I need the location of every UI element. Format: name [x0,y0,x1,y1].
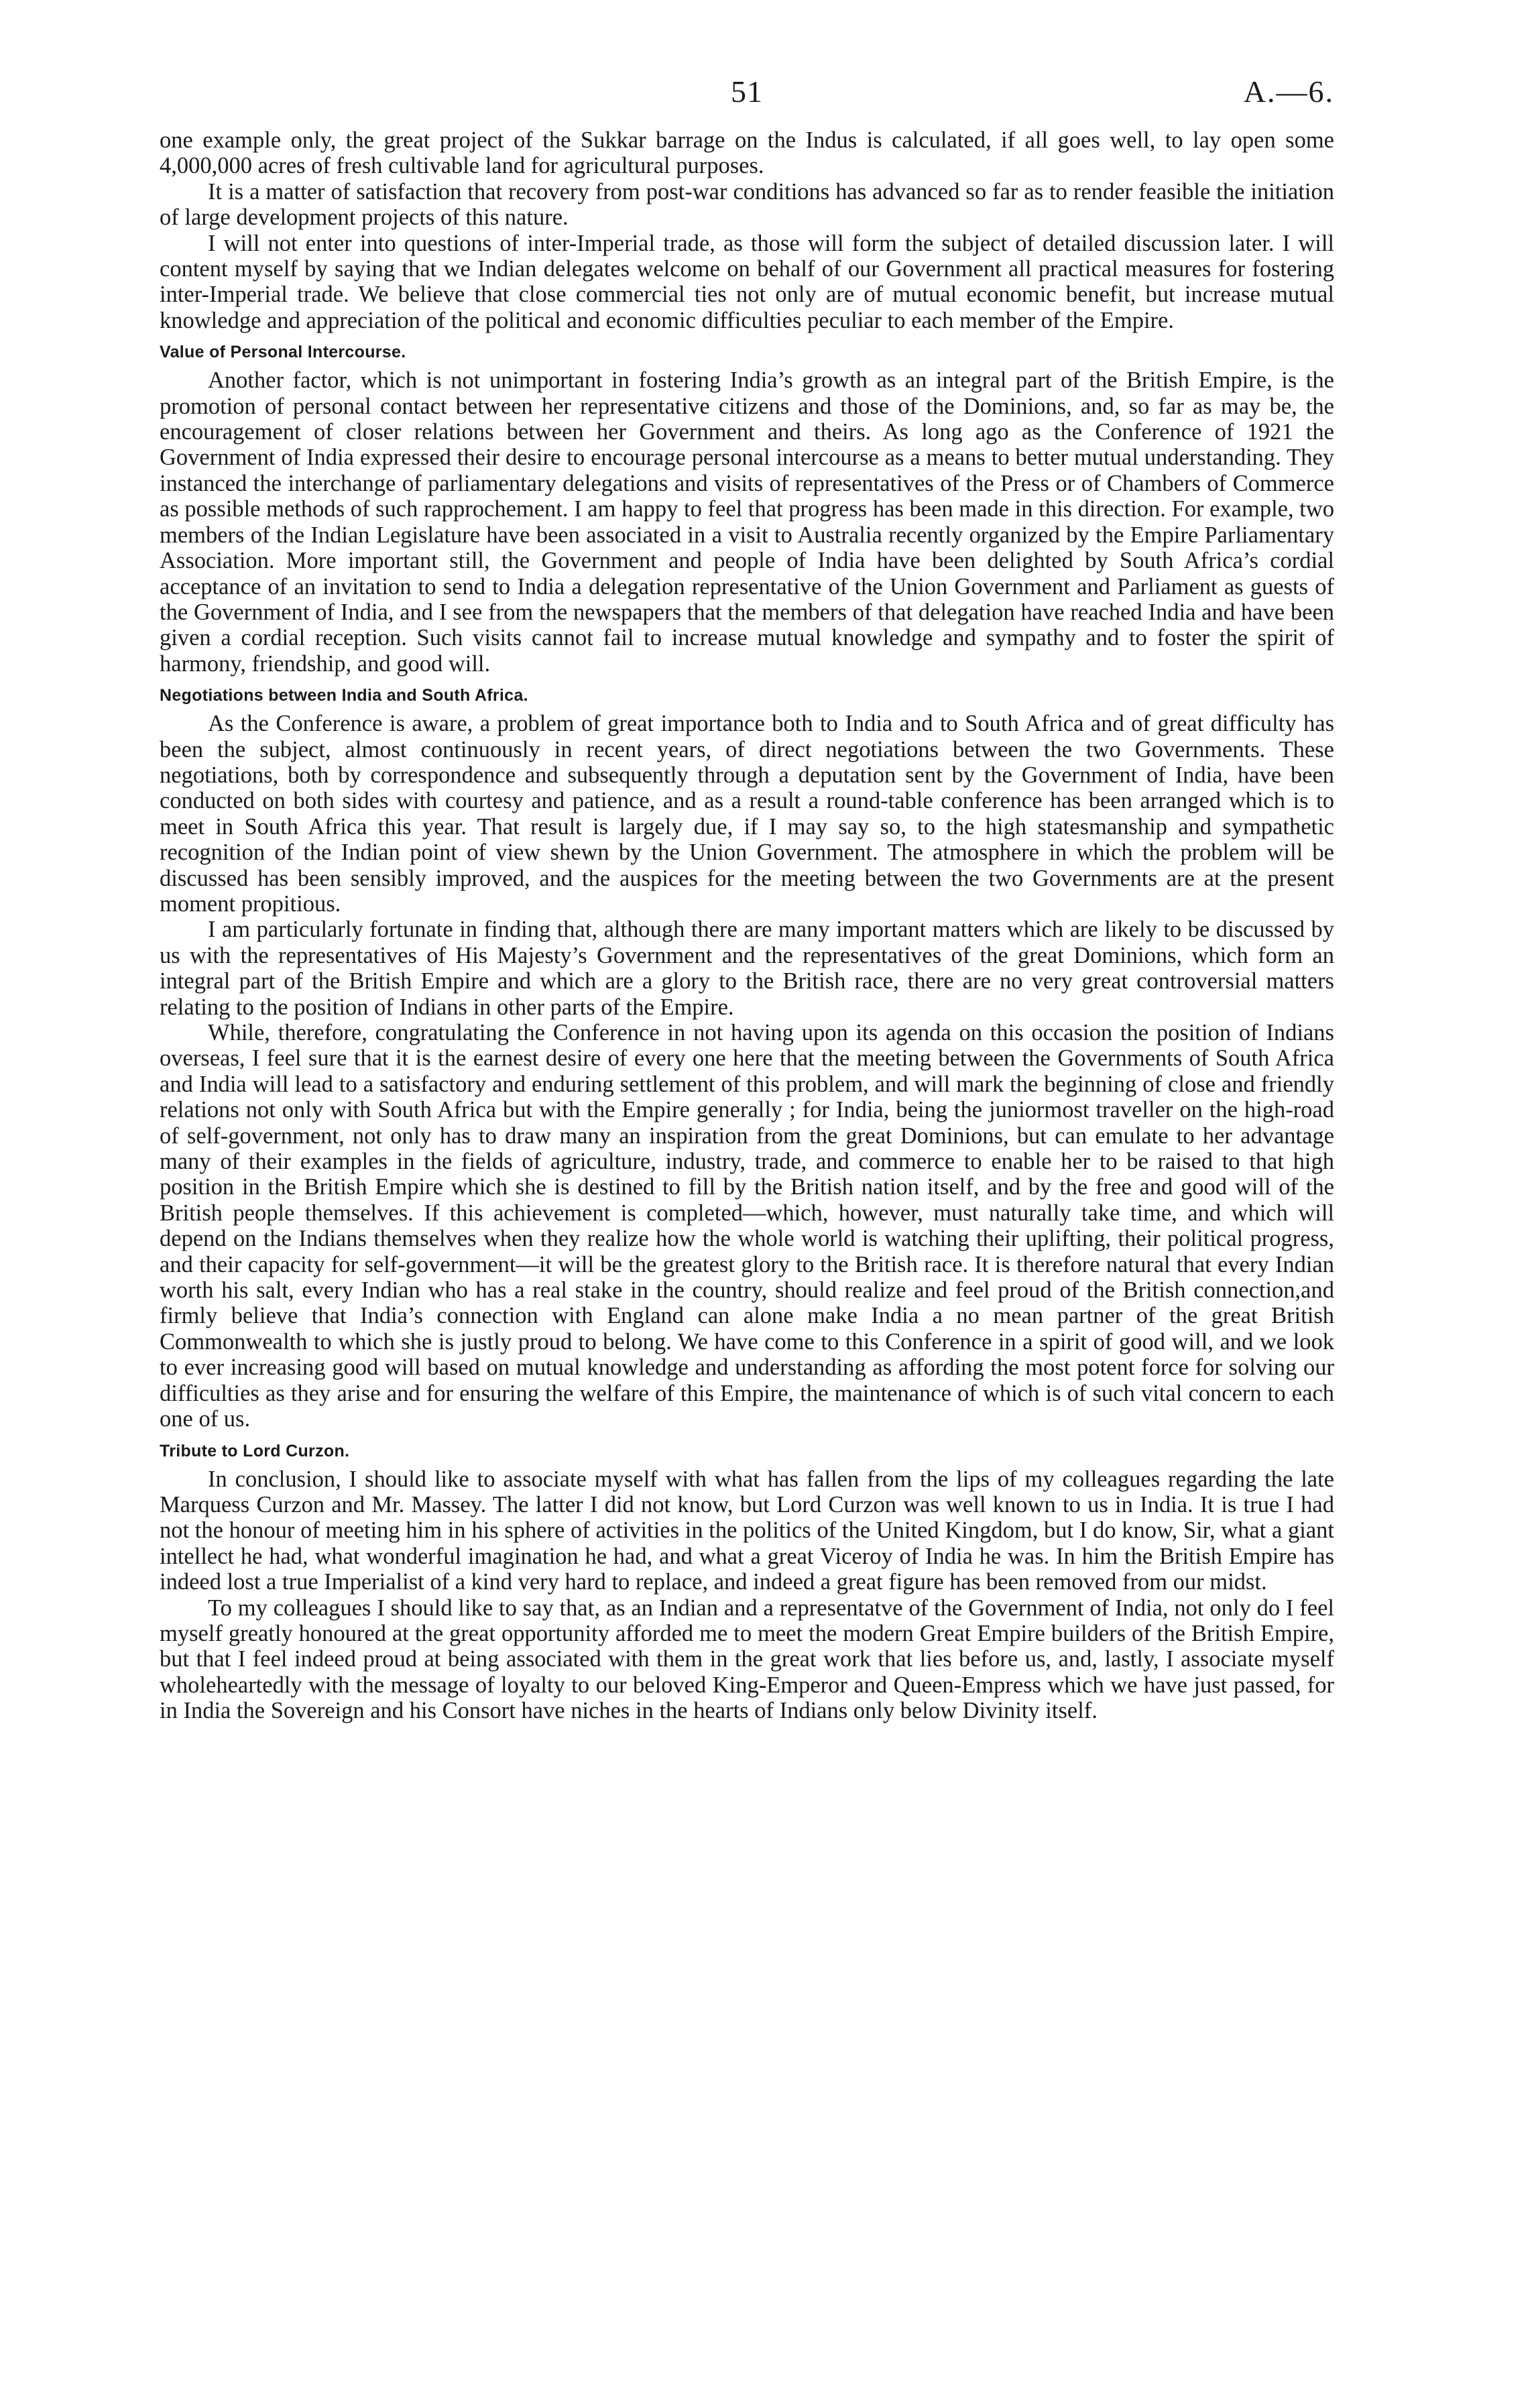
section-heading: Tribute to Lord Curzon. [160,1441,350,1460]
section-heading: Value of Personal Intercourse. [160,343,406,362]
intro-paragraph: I will not enter into questions of inter-Imperial trade, as those will form the subject of detailed discussion later. I will content myself by saying that we Indian delegates welcome on behalf of our Government all practical measures for fostering inter-Imperial trade. We believe that close commercial ties not only are of mutual economic benefit, but increase mutual knowledge and appreciation of the political and economic difficulties peculiar to each member of the Empire. [160,230,1334,333]
page-header [160,74,1334,127]
section-heading: Negotiations between India and South Africa. [160,686,528,705]
document-reference: A.—6. [1243,74,1334,109]
intro-paragraph: It is a matter of satisfaction that recovery from post-war conditions has advanced so far as to render feasible the initiation of large development projects of this nature. [160,178,1334,231]
section-paragraph: I am particularly fortunate in finding that, although there are many important matters which are likely to be discussed by us with the representatives of His Majesty’s Government and the representatives of the great Dominions, which form an integral part of the British Empire and which are a glory to the British race, there are no very great controversial matters relating to the position of Indians in other parts of the Empire. [160,917,1334,1020]
section-india-south-africa [160,686,1334,1432]
section-lord-curzon [160,1442,1334,1724]
section-paragraph: As the Conference is aware, a problem of great importance both to India and to South Africa and of great difficulty has been the subject, almost continuously in recent years, of direct negotiations between the two Governments. These negotiations, both by correspondence and subsequently through a deputation sent by the Government of India, have been conducted on both sides with courtesy and patience, and as a result a round-table conference has been arranged which is to meet in South Africa this year. That result is largely due, if I may say so, to the high statesmanship and sympathetic recognition of the Indian point of view shewn by the Union Government. The atmosphere in which the problem will be discussed has been sensibly improved, and the auspices for the meeting between the two Governments are at the present moment propitious. [160,711,1334,917]
document-page [160,74,1334,1724]
section-personal-intercourse [160,343,1334,677]
intro-paragraph-continued: one example only, the great project of the Sukkar barrage on the Indus is calculated, if all goes well, to lay open some 4,000,000 acres of fresh cultivable land for agricultural purposes. [160,127,1334,179]
page-number: 51 [731,74,763,109]
section-paragraph: While, therefore, congratulating the Conference in not having upon its agenda on this occasion the position of Indians overseas, I feel sure that it is the earnest desire of every one here that the meeting between the Governments of South Africa and India will lead to a satisfactory and enduring settlement of this problem, and will mark the beginning of close and friendly relations not only with South Africa but with the Empire generally ; for India, being the juniormost traveller on the high-road of self-government, not only has to draw many an inspiration from the great Dominions, but can emulate to her advantage many of their examples in the fields of agriculture, industry, trade, and commerce to enable her to be raised to that high position in the British Empire which she is destined to fill by the British nation itself, and by the free and good will of the British people themselves. If this achievement is completed—which, however, must naturally take time, and which will depend on the Indians themselves when they realize how the whole world is watching their uplifting, their political progress, and their capacity for self-government—it will be the greatest glory to the British race. It is therefore natural that every Indian worth his salt, every Indian who has a real stake in the country, should realize and feel proud of the British connection,and firmly believe that India’s connection with England can alone make India a no mean partner of the great British Commonwealth to which she is justly proud to belong. We have come to this Conference in a spirit of good will, and we look to ever increasing good will based on mutual knowledge and understanding as affording the most potent force for solving our difficulties as they arise and for ensuring the welfare of this Empire, the maintenance of which is of such vital concern to each one of us. [160,1020,1334,1432]
section-paragraph: To my colleagues I should like to say that, as an Indian and a representatve of the Government of India, not only do I feel myself greatly honoured at the great opportunity afforded me to meet the modern Great Empire builders of the British Empire, but that I feel indeed proud at being associated with them in the great work that lies before us, and, lastly, I associate myself wholeheartedly with the message of loyalty to our beloved King-Emperor and Queen-Empress which we have just passed, for in India the Sovereign and his Consort have niches in the hearts of Indians only below Divinity itself. [160,1595,1334,1724]
section-paragraph: Another factor, which is not unimportant in fostering India’s growth as an integral part of the British Empire, is the promotion of personal contact between her representative citizens and those of the Dominions, and, so far as may be, the encouragement of closer relations between her Government and theirs. As long ago as the Conference of 1921 the Government of India expressed their desire to encourage personal intercourse as a means to better mutual understanding. They instanced the interchange of parliamentary delegations and visits of representatives of the Press or of Chambers of Commerce as possible methods of such rapprochement. I am happy to feel that progress has been made in this direction. For example, two members of the Indian Legislature have been associated in a visit to Australia recently organized by the Empire Parliamentary Association. More important still, the Government and people of India have been delighted by South Africa’s cordial acceptance of an invitation to send to India a delegation representative of the Union Government and Parliament as guests of the Government of India, and I see from the newspapers that the members of that delegation have reached India and have been given a cordial reception. Such visits cannot fail to increase mutual knowledge and sympathy and to foster the spirit of harmony, friendship, and good will. [160,367,1334,677]
section-paragraph: In conclusion, I should like to associate myself with what has fallen from the lips of my colleagues regarding the late Marquess Curzon and Mr. Massey. The latter I did not know, but Lord Curzon was well known to us in India. It is true I had not the honour of meeting him in his sphere of activities in the politics of the United Kingdom, but I do know, Sir, what a giant intellect he had, what wonderful imagination he had, and what a great Viceroy of India he was. In him the British Empire has indeed lost a true Imperialist of a kind very hard to replace, and indeed a great figure has been removed from our midst. [160,1466,1334,1595]
